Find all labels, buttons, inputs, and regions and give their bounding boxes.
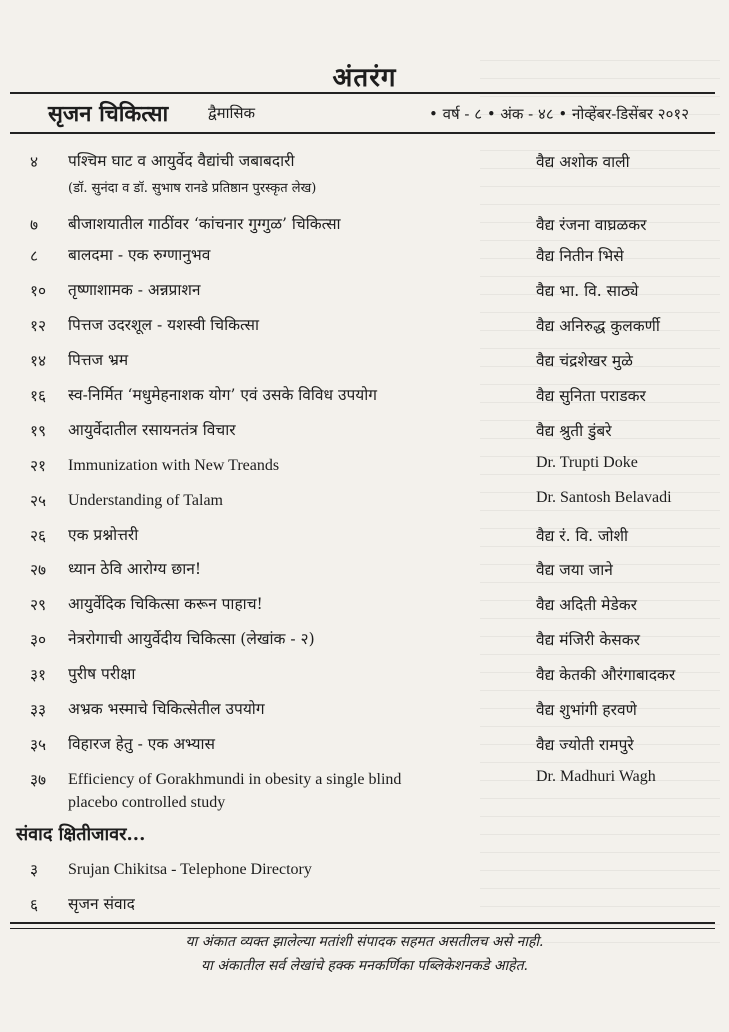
page-number: ३३ (30, 701, 47, 719)
article-title: अभ्रक भस्माचे चिकित्सेतील उपयोग (68, 700, 265, 718)
article-title: पश्चिम घाट व आयुर्वेद वैद्यांची जबाबदारी (68, 152, 295, 170)
page-number: ३१ (30, 666, 47, 684)
page-number: १२ (30, 317, 47, 335)
article-title: नेत्ररोगाची आयुर्वेदीय चिकित्सा (लेखांक - २) (68, 630, 315, 648)
article-author: वैद्य ज्योती रामपुरे (536, 736, 634, 754)
article-author: वैद्य सुनिता पराडकर (536, 387, 646, 405)
article-author: वैद्य अनिरुद्ध कुलकर्णी (536, 317, 660, 335)
page-number: ३५ (30, 736, 47, 754)
article-title: बीजाशयातील गाठींवर ‘कांचनार गुग्गुळ’ चिकित्सा (68, 215, 341, 233)
page-number: १० (30, 282, 47, 300)
bleed-through-texture (480, 60, 720, 960)
article-author: Dr. Santosh Belavadi (536, 489, 672, 506)
article-author: वैद्य मंजिरी केसकर (536, 631, 641, 649)
header-rule-top (10, 92, 715, 94)
section-item-title: Srujan Chikitsa - Telephone Directory (68, 861, 312, 878)
page-number: २५ (30, 492, 47, 510)
article-title: बालदमा - एक रुग्णानुभव (68, 246, 211, 264)
article-author: वैद्य जया जाने (536, 561, 613, 579)
page-number: ४ (30, 153, 39, 171)
article-author: वैद्य अशोक वाली (536, 153, 630, 171)
article-author: वैद्य अदिती मेडेकर (536, 596, 637, 614)
article-title: Understanding of Talam (68, 492, 223, 509)
page-number: ३ (30, 861, 39, 879)
article-author: वैद्य केतकी औरंगाबादकर (536, 666, 676, 684)
magazine-frequency: द्वैमासिक (208, 104, 256, 122)
issue-info: • वर्ष - ८ • अंक - ४८ • नोव्हेंबर-डिसेंबर २०१२ (429, 105, 689, 123)
article-author: वैद्य चंद्रशेखर मुळे (536, 352, 633, 370)
page-number: १६ (30, 387, 47, 405)
magazine-name: सृजन चिकित्सा (48, 101, 169, 127)
page-title: अंतरंग (332, 63, 397, 93)
article-author: वैद्य रं. वि. जोशी (536, 527, 629, 545)
article-title: पित्तज भ्रम (68, 351, 129, 369)
page-number: २६ (30, 527, 47, 545)
section-item-title: सृजन संवाद (68, 895, 135, 913)
article-title: ध्यान ठेवि आरोग्य छान! (68, 560, 202, 578)
article-title: आयुर्वेदिक चिकित्सा करून पाहाच! (68, 595, 263, 613)
article-subnote: (डॉ. सुनंदा व डॉ. सुभाष रानडे प्रतिष्ठान पुरस्कृत लेख) (68, 181, 317, 196)
page-number: ८ (30, 247, 39, 265)
article-title: Efficiency of Gorakhmundi in obesity a single blind placebo controlled study (68, 771, 402, 811)
article-title: विहारज हेतु - एक अभ्यास (68, 735, 215, 753)
page-number: २७ (30, 561, 47, 579)
article-title: पित्तज उदरशूल - यशस्वी चिकित्सा (68, 316, 259, 334)
article-title: Immunization with New Treands (68, 457, 280, 474)
article-title: स्व-निर्मित ‘मधुमेहनाशक योग’ एवं उसके विविध उपयोग (68, 386, 378, 404)
article-title: आयुर्वेदातील रसायनतंत्र विचार (68, 421, 236, 439)
article-author: वैद्य श्रुती डुंबरे (536, 422, 612, 440)
footer-disclaimer: या अंकात व्यक्त झालेल्या मतांशी संपादक सहमत असतीलच असे नाही. (185, 934, 544, 950)
page-number: २१ (30, 457, 47, 475)
page-number: ३७ (30, 771, 47, 789)
article-author: Dr. Madhuri Wagh (536, 768, 656, 785)
footer-rule (10, 922, 715, 929)
article-title: पुरीष परीक्षा (68, 665, 136, 683)
article-author: वैद्य रंजना वाघ्रळकर (536, 216, 647, 234)
page-number: २९ (30, 596, 47, 614)
page-number: ६ (30, 896, 39, 914)
article-title: एक प्रश्नोत्तरी (68, 526, 139, 544)
header-rule-bottom (10, 132, 715, 134)
page-number: ७ (30, 216, 39, 234)
footer-copyright: या अंकातील सर्व लेखांचे हक्क मनकर्णिका पब्लिकेशनकडे आहेत. (201, 958, 528, 974)
section-heading: संवाद क्षितीजावर... (16, 824, 146, 845)
article-author: वैद्य शुभांगी हरवणे (536, 701, 637, 719)
page-number: १९ (30, 422, 47, 440)
article-author: वैद्य भा. वि. साठ्ये (536, 282, 639, 300)
article-author: Dr. Trupti Doke (536, 454, 638, 471)
article-author: वैद्य नितीन भिसे (536, 247, 624, 265)
page-number: ३० (30, 631, 47, 649)
page-number: १४ (30, 352, 47, 370)
masthead (48, 98, 689, 130)
article-title: तृष्णाशामक - अन्नप्राशन (68, 281, 201, 299)
